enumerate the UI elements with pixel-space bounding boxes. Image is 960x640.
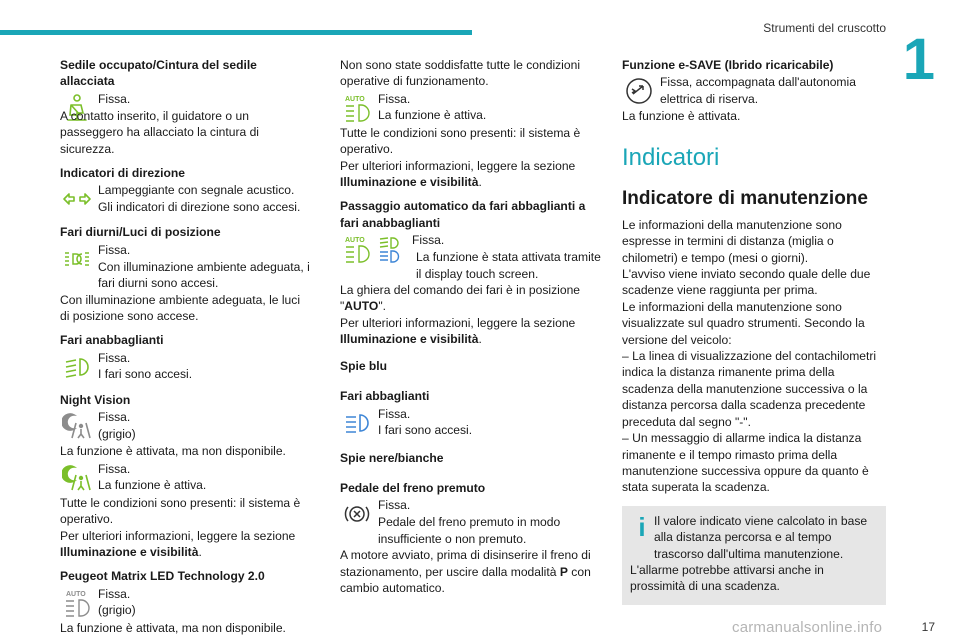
esave-heading: Funzione e-SAVE (Ibrido ricaricabile) bbox=[622, 58, 834, 72]
brake-p-letter: P bbox=[559, 564, 568, 579]
watermark: carmanualsonline.info bbox=[732, 619, 883, 636]
blue-lamps-heading: Spie blu bbox=[340, 358, 388, 373]
night-vision-conditions: Tutte le condizioni sono presenti: il sistema è operativo. bbox=[60, 495, 301, 527]
high-beam-icon bbox=[340, 406, 374, 440]
turn-signal-row bbox=[60, 182, 310, 216]
maintenance-bullet-1: – La linea di visualizzazione del contachilometri indica la distanza rimanente prima della scadenza della manutenzione successiva o la distanza percorsa dalla scadenza precedente preceduta dal segno "-". bbox=[622, 349, 877, 429]
auto-high-beam-heading: Passaggio automatico da fari abbaglianti a fari anabbaglianti bbox=[340, 199, 586, 230]
low-beam-heading: Fari anabbaglianti bbox=[60, 333, 164, 348]
drl-heading: Fari diurni/Luci di posizione bbox=[60, 225, 221, 240]
night-vision-row-grey bbox=[60, 409, 310, 443]
maintenance-p1: Le informazioni della manutenzione sono espresse in termini di distanza (miglia o chilometri) e tempo (mesi o giorni). bbox=[622, 217, 842, 265]
column-2: Non sono state soddisfatte tutte le condizioni operative di funzionamento. AUTO Fissa. La funzione è attiva. Tutte le condizioni sono presenti: il sistema è operativo. Per ulteriori informazioni, leggere la sezione Illuminazione e visibilità. Passaggio automatico da fari abbaglianti a fari anabbaglianti AUTO Fissa. La funzione è stata attivata tramite il display touch screen. La ghiera del comando dei fari è in posizione "AUTO". Per ulteriori informazioni, leggere la sezione Illuminazione e visibilità. Spie blu Fari abbaglianti Fissa. I fari sono accesi. Spie nere/bianche Pedale del freno premuto Fissa. Pedale del freno premuto in modo insufficiente o non premuto. A motore avviato, prima di disinserire il freno di stazionamento, per uscire dalla modalità P con cambio automatico. bbox=[340, 57, 606, 596]
section-title: Strumenti del cruscotto bbox=[763, 21, 886, 35]
high-beam-heading: Fari abbaglianti bbox=[340, 389, 430, 404]
ring-text-post: ". bbox=[378, 299, 386, 314]
auto-high-beam-more: Per ulteriori informazioni, leggere la sezione bbox=[340, 315, 576, 330]
seat-belt-heading: Sedile occupato/Cintura del sedile allacciata bbox=[60, 58, 257, 89]
info-note-p2: L'allarme potrebbe attivarsi anche in prossimità di una scadenza. bbox=[630, 562, 824, 594]
header-accent-bar bbox=[0, 30, 472, 35]
brake-pedal-state: Fissa. bbox=[378, 498, 411, 513]
esave-icon bbox=[622, 74, 656, 108]
night-vision-row-green bbox=[60, 461, 310, 495]
info-note-p1: Il valore indicato viene calcolato in base alla distanza percorsa e al tempo trascorso dall'ultima manutenzione. bbox=[654, 513, 868, 561]
low-beam-icon bbox=[60, 350, 94, 384]
turn-signal-state: Lampeggiante con segnale acustico. bbox=[98, 183, 295, 198]
brake-pedal-icon bbox=[340, 497, 374, 531]
maintenance-p3: Le informazioni della manutenzione sono visualizzate sul quadro strumenti. Secondo la versione del veicolo: bbox=[622, 299, 865, 347]
indicators-heading: Indicatori bbox=[622, 143, 720, 171]
night-vision-more: Per ulteriori informazioni, leggere la sezione bbox=[60, 528, 296, 543]
esave-desc: La funzione è attivata. bbox=[622, 109, 741, 124]
night-vision-grey-label: (grigio) bbox=[98, 426, 136, 441]
auto-conditions-ok: Tutte le condizioni sono presenti: il sistema è operativo. bbox=[340, 125, 581, 157]
matrix-led-state: Fissa. bbox=[98, 586, 131, 601]
matrix-led-heading: Peugeot Matrix LED Technology 2.0 bbox=[60, 569, 265, 584]
maintenance-bullet-2: – Un messaggio di allarme indica la distanza rimanente e il tempo rimasto prima della manutenzione successiva oppure da quanto è stata superata la scadenza. bbox=[622, 431, 869, 495]
svg-text:AUTO: AUTO bbox=[66, 590, 86, 598]
column-1: Sedile occupato/Cintura del sedile allacciata Fissa. A contatto inserito, il guidatore o un passeggero ha allacciato la cintura di sicurezza. Indicatori di direzione Lampeggiante con segnale acustico. Gli indicatori di direzione sono accesi. Fari diurni/Luci di posizione Fissa. Con illuminazione ambiente adeguata, i fari diurni sono accesi. Con illuminazione ambiente adeguata, le luci di posizione sono accese. Fari anabbaglianti Fissa. I fari sono accesi. Night Vision Fissa. (grigio) La funzione è attivata, ma non disponibile. Fissa. La funzione è attiva. Tutte le condizioni sono presenti: il sistema è operativo. Per ulteriori informazioni, leggere la sezione Illuminazione e visibilità. Peugeot Matrix LED Technology 2.0 AUTO Fissa. (grigio) La funzione è attivata, ma non disponibile. bbox=[60, 58, 310, 635]
maintenance-heading: Indicatore di manutenzione bbox=[622, 187, 868, 209]
page-number: 17 bbox=[921, 619, 935, 634]
auto-link[interactable]: Illuminazione e visibilità bbox=[340, 175, 479, 190]
esave-state: Fissa, accompagnata dall'autonomia elettrica di riserva. bbox=[660, 75, 856, 106]
brake-pedal-desc: Pedale del freno premuto in modo insufficiente o non premuto. bbox=[378, 515, 561, 546]
black-white-lamps-heading: Spie nere/bianche bbox=[340, 450, 444, 465]
ring-text-pre: La ghiera del comando dei fari è in posizione " bbox=[340, 283, 581, 314]
esave-row bbox=[622, 74, 886, 108]
high-beam-desc: I fari sono accesi. bbox=[378, 422, 473, 437]
chapter-number: 1 bbox=[902, 27, 935, 92]
auto-active-state: Fissa. bbox=[378, 91, 411, 106]
maintenance-p2: L'avviso viene inviato secondo quale delle due scadenze viene raggiunta per prima. bbox=[622, 267, 871, 298]
high-beam-row bbox=[340, 406, 606, 440]
high-beam-state: Fissa. bbox=[378, 406, 411, 421]
night-vision-heading: Night Vision bbox=[60, 392, 131, 407]
brake-pedal-heading: Pedale del freno premuto bbox=[340, 480, 486, 495]
night-vision-green-icon bbox=[60, 461, 94, 495]
brake-desc2-pre: A motore avviato, prima di disinserire il freno di stazionamento, per uscire dalla modalità bbox=[340, 548, 591, 579]
turn-signal-heading: Indicatori di direzione bbox=[60, 166, 185, 181]
night-vision-link[interactable]: Illuminazione e visibilità bbox=[60, 544, 199, 559]
auto-lights-green-icon bbox=[340, 91, 374, 125]
column-3 bbox=[622, 57, 886, 605]
ring-auto: AUTO bbox=[344, 299, 379, 314]
turn-signal-desc: Gli indicatori di direzione sono accesi. bbox=[98, 199, 301, 214]
low-beam-state: Fissa. bbox=[98, 350, 131, 365]
info-note bbox=[622, 506, 886, 605]
auto-high-beam-state: Fissa. bbox=[412, 233, 445, 248]
night-vision-state-grey: Fissa. bbox=[98, 410, 131, 425]
auto-active-row bbox=[340, 91, 606, 125]
night-vision-state-green: Fissa. bbox=[98, 461, 131, 476]
low-beam-desc: I fari sono accesi. bbox=[98, 367, 193, 382]
matrix-led-grey-label: (grigio) bbox=[98, 603, 136, 618]
high-low-beam-icon bbox=[374, 232, 408, 266]
night-vision-desc-grey: La funzione è attivata, ma non disponibile. bbox=[60, 444, 286, 459]
matrix-led-desc: La funzione è attivata, ma non disponibile. bbox=[60, 620, 286, 635]
auto-more: Per ulteriori informazioni, leggere la sezione bbox=[340, 158, 576, 173]
auto-high-beam-desc: La funzione è stata attivata tramite il display touch screen. bbox=[416, 250, 601, 281]
daytime-lights-icon bbox=[60, 242, 94, 276]
drl-desc1: Con illuminazione ambiente adeguata, i fari diurni sono accesi. bbox=[98, 259, 310, 291]
seat-belt-desc: A contatto inserito, il guidatore o un passeggero ha allacciato la cintura di sicurezza. bbox=[60, 108, 259, 156]
turn-signal-icon bbox=[60, 182, 94, 216]
low-beam-row bbox=[60, 350, 310, 384]
auto-lights-icon bbox=[340, 232, 374, 266]
auto-active-desc: La funzione è attiva. bbox=[378, 108, 487, 123]
seat-belt-state: Fissa. bbox=[98, 91, 131, 106]
matrix-led-auto-grey-icon bbox=[60, 586, 94, 620]
svg-text:AUTO: AUTO bbox=[345, 95, 365, 103]
auto-high-beam-link[interactable]: Illuminazione e visibilità bbox=[340, 332, 479, 347]
drl-state: Fissa. bbox=[98, 242, 131, 257]
matrix-led-row bbox=[60, 586, 310, 620]
svg-text:AUTO: AUTO bbox=[345, 237, 365, 245]
auto-conditions-not-met: Non sono state soddisfatte tutte le condizioni operative di funzionamento. bbox=[340, 58, 581, 89]
info-icon: i bbox=[638, 511, 646, 542]
brake-desc2-post: con cambio automatico. bbox=[340, 564, 591, 595]
night-vision-desc-green: La funzione è attiva. bbox=[98, 478, 207, 493]
night-vision-grey-icon bbox=[60, 409, 94, 443]
drl-desc2: Con illuminazione ambiente adeguata, le luci di posizione sono accese. bbox=[60, 292, 301, 324]
